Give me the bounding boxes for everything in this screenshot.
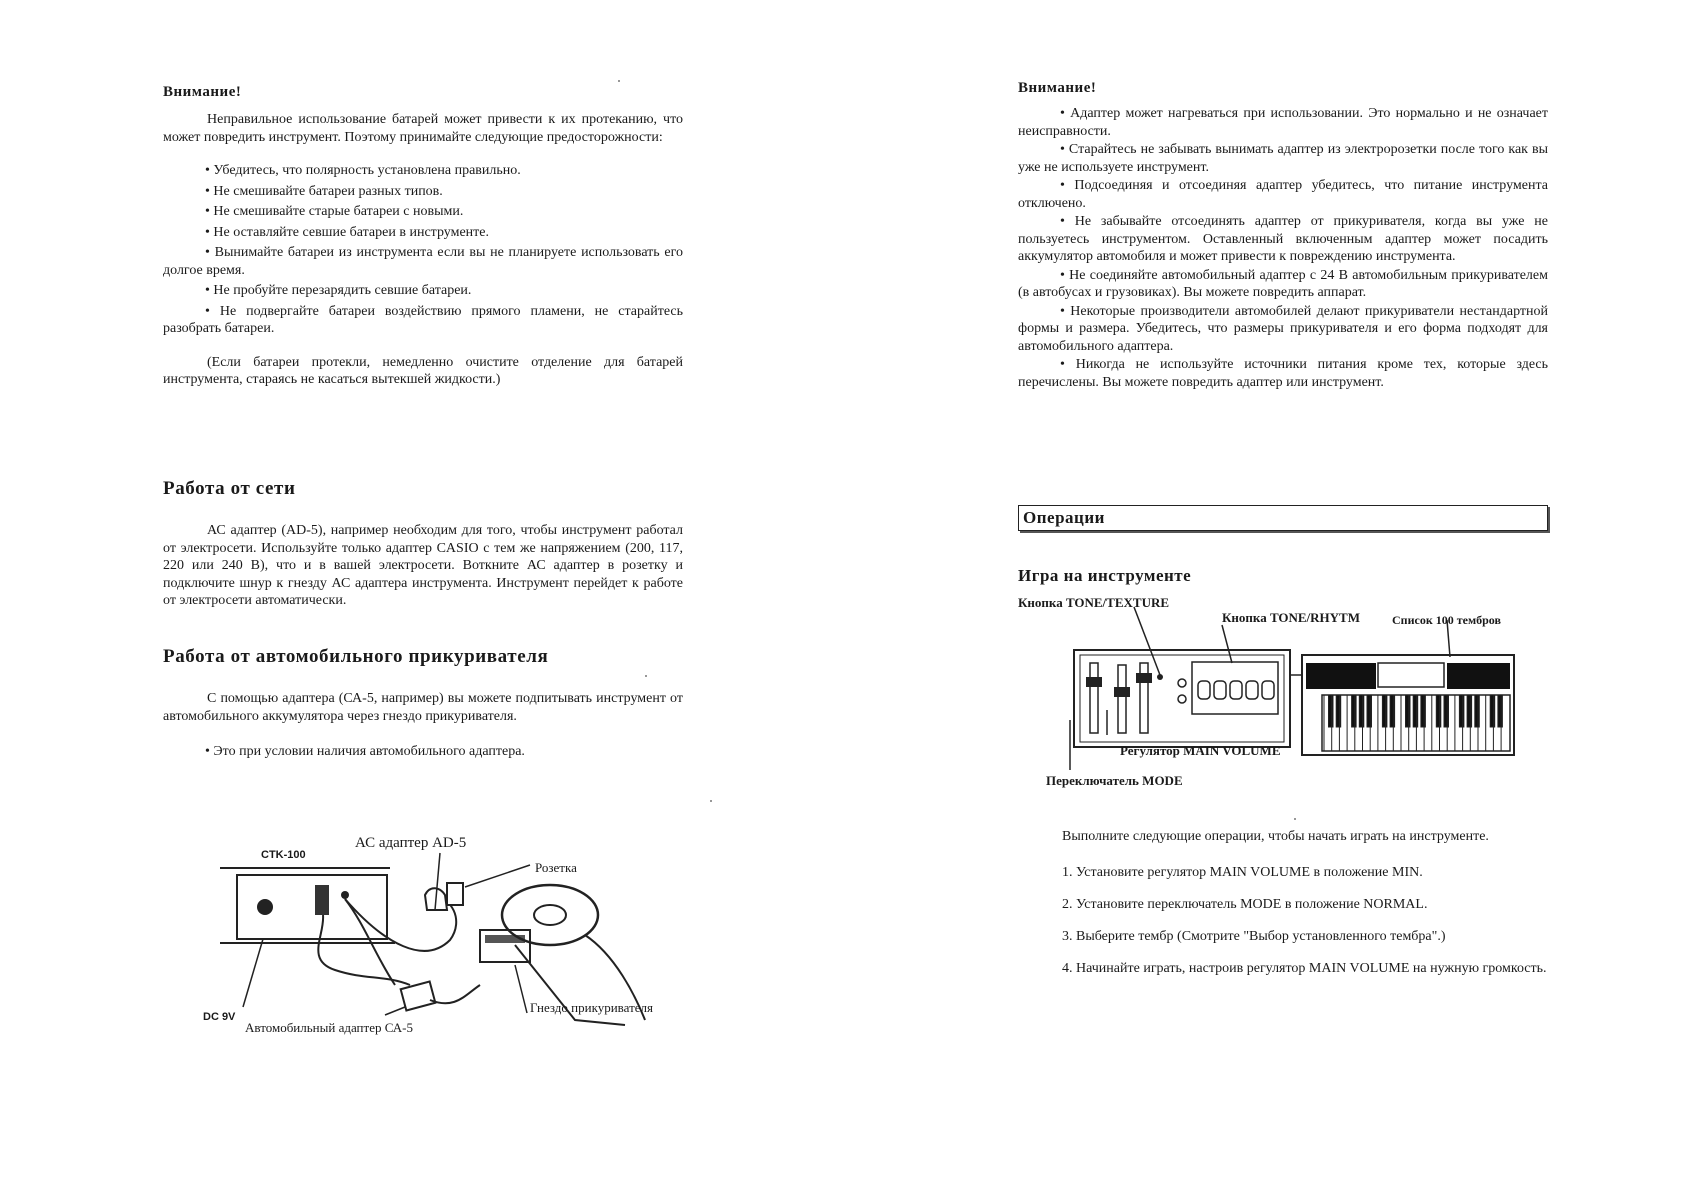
right-page [842,0,1684,1190]
socket-label: Розетка [535,860,577,875]
operations-header [1018,505,1548,531]
black-key [1352,695,1357,727]
black-key [1421,695,1426,727]
car-adapter-label: Автомобильный адаптер СА-5 [245,1020,413,1035]
main-volume-label: Регулятор MAIN VOLUME [1120,743,1281,758]
black-key [1382,695,1387,727]
keyboard-figure [1018,595,1542,795]
list-item: • Никогда не используйте источники питания кроме тех, которые здесь перечислены. Вы можете повредить адаптер или инструмент. [1018,356,1548,391]
mains-section [163,478,683,610]
black-key [1459,695,1464,727]
dc9v-label: DC 9V [203,1011,236,1023]
adapter-warning-section [1018,80,1548,392]
black-key [1467,695,1472,727]
list-item: • Не смешивайте батареи разных типов. [163,183,683,201]
play-heading: Игра на инструменте [1018,566,1192,585]
black-key [1336,695,1341,727]
mains-text: АС адаптер (AD-5), например необходим для того, чтобы инструмент работал от электросети. Используйте только адаптер CASIO с тем же напряжением (200, 117, 220 или 240 В), что и в вашей электросети. Воткните АС адаптер в розетку и подключите шнур к гнезду АС адаптера инструмента. Инструмент перейдет к работе от электросети автоматически. [163,523,683,608]
black-key [1436,695,1441,727]
list-item: • Не подвергайте батареи воздействию прямого пламени, не старайтесь разобрать батареи. [163,303,683,338]
car-list [163,743,683,761]
black-key [1498,695,1503,727]
list-item: • Некоторые производители автомобилей делают прикуриватели нестандартной формы и размера. Убедитесь, что размеры прикуривателя и его форма подходят для автомобильного адаптера. [1018,303,1548,356]
car-adapter-figure [203,835,695,1035]
black-key [1413,695,1418,727]
car-heading: Работа от автомобильного прикуривателя [163,646,549,667]
tone-texture-label: Кнопка TONE/TEXTURE [1018,595,1170,610]
model-label: CTK-100 [261,849,306,861]
ac-adapter-label: АС адаптер AD-5 [355,835,467,851]
step-3: 3. Выберите тембр (Смотрите "Выбор установленного тембра".) [1062,928,1446,944]
steps-intro: Выполните следующие операции, чтобы начать играть на инструменте. [1062,829,1489,844]
list-item: • Не оставляйте севшие батареи в инструменте. [163,224,683,242]
black-key [1367,695,1372,727]
warning-list [163,162,683,338]
warning-title: Внимание! [1018,80,1097,96]
black-key [1444,695,1449,727]
step-4: 4. Начинайте играть, настроив регулятор MAIN VOLUME на нужную громкость. [1062,960,1547,976]
list-item: • Не пробуйте перезарядить севшие батареи. [163,282,683,300]
lighter-socket-label: Гнездо прикуривателя [530,1000,653,1015]
list-item: • Не смешивайте старые батареи с новыми. [163,203,683,221]
list-item: • Не забывайте отсоединять адаптер от прикуривателя, когда вы уже не пользуетесь инструментом. Оставленный включенным адаптер может посадить аккумулятор автомобиля и может привести к повреждению инструмента. [1018,213,1548,266]
list-item: • Подсоединяя и отсоединяя адаптер убедитесь, что питание инструмента отключено. [1018,177,1548,212]
warning-title: Внимание! [163,84,242,100]
warning-intro: Неправильное использование батарей может привести к их протеканию, что может повредить инструмент. Поэтому принимайте следующие предосторожности: [163,112,683,145]
list-item: • Не соединяйте автомобильный адаптер с 24 В автомобильным прикуривателем (в автобусах и грузовиках). Вы можете повредить аппарат. [1018,267,1548,302]
black-key [1406,695,1411,727]
play-section [1018,566,1548,586]
list-item: • Вынимайте батареи из инструмента если вы не планируете использовать его долгое время. [163,244,683,279]
list-item: • Адаптер может нагреваться при использовании. Это нормально и не означает неисправности. [1018,105,1548,140]
black-key [1329,695,1334,727]
steps-section [1018,828,1548,992]
list-item: • Старайтесь не забывать вынимать адаптер из электророзетки после того как вы уже не используете инструмент. [1018,141,1548,176]
black-key [1359,695,1364,727]
adapter-warning-list [1018,105,1548,391]
list-item: • Убедитесь, что полярность установлена правильно. [163,162,683,180]
mains-heading: Работа от сети [163,478,296,499]
tone-list-label: Список 100 тембров [1392,613,1501,627]
leak-note: (Если батареи протекли, немедленно очистите отделение для батарей инструмента, стараясь не касаться вытекшей жидкости.) [163,354,683,387]
step-2: 2. Установите переключатель MODE в положение NORMAL. [1062,896,1428,912]
car-section [163,646,683,764]
black-key [1390,695,1395,727]
car-text: С помощью адаптера (СА-5, например) вы можете подпитывать инструмент от автомобильного аккумулятора через гнездо прикуривателя. [163,691,683,724]
step-1: 1. Установите регулятор MAIN VOLUME в положение MIN. [1062,864,1423,880]
operations-box [1018,505,1548,531]
operations-heading: Операции [1023,508,1105,527]
black-key [1490,695,1495,727]
list-item: • Это при условии наличия автомобильного адаптера. [163,743,683,761]
mode-switch-label: Переключатель MODE [1046,773,1183,788]
black-key [1475,695,1480,727]
battery-warning-section [163,84,683,389]
tone-rhythm-label: Кнопка TONE/RHYTM [1222,610,1360,625]
